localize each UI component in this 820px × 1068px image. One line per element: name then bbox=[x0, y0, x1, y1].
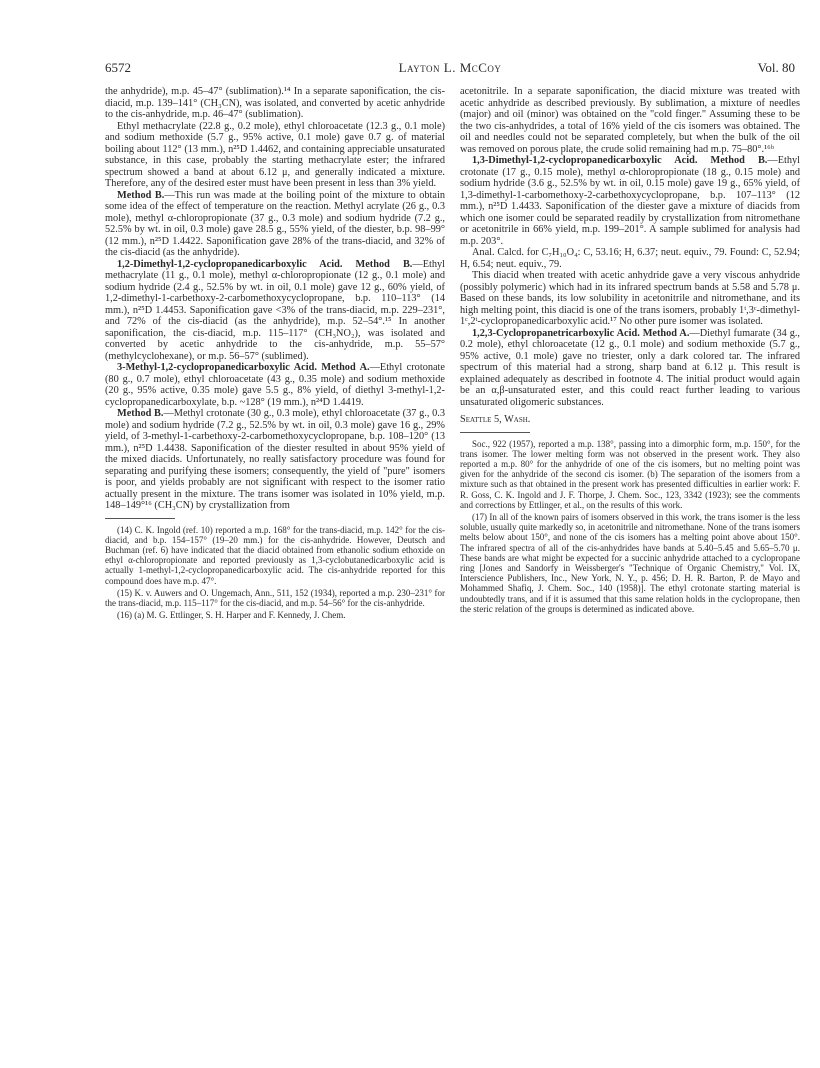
footnote: Soc., 922 (1957), reported a m.p. 138°, passing into a dimorphic form, m.p. 150°, for the trans isomer. The lower melting form was not observed in the present work. They also reported a m.p. 80° for the anhydride of one of the cis isomers, but no melting point was given for the anhydride of the second cis isomer. (b) The separation of the isomers from a mixture such as that obtained in the present work has presented difficulties in earlier work: F. R. Goss, C. K. Ingold and J. F. Thorpe, J. Chem. Soc., 123, 3342 (1923); see the comments and corrections by Ettlinger, et al., on the results of this work. bbox=[460, 438, 800, 510]
paragraph: Anal. Calcd. for C₇H₁₀O₄: C, 53.16; H, 6.37; neut. equiv., 79. Found: C, 52.94; H, 6.54; neut. equiv., 79. bbox=[460, 247, 800, 270]
footnote-rule bbox=[105, 518, 175, 519]
footnote: (16) (a) M. G. Ettlinger, S. H. Harper and F. Kennedy, J. Chem. bbox=[117, 610, 346, 621]
running-author: Layton L. McCoy bbox=[398, 60, 502, 75]
paragraph: This diacid when treated with acetic anhydride gave a very viscous anhydride (possibly polymeric) which had in its infrared spectrum bands at 5.58 and 5.78 μ. Based on these bands, its low solubility in acetonitrile and nitromethane, and its high melting point, this diacid is one of the trans isomers, probably 1ᵗ,3ᶜ-dimethyl-1ᶜ,2ᵗ-cyclopropanedicarboxylic acid.¹⁷ No other pure isomer was isolated. bbox=[460, 270, 800, 327]
footnote: (15) K. v. Auwers and O. Ungemach, Ann., 511, 152 (1934), reported a m.p. 230–231° for the trans-diacid, m.p. 115–117° for the cis-diacid, and m.p. 54–56° for the cis-anhydride. bbox=[105, 587, 445, 608]
footnote: (14) C. K. Ingold (ref. 10) reported a m.p. 168° for the trans-diacid, m.p. 142° for the cis-diacid, and b.p. 154–157° (19–20 mm.) for the cis-anhydride. However, Deutsch and Buchman (ref. 6) have indicated that the diacid obtained from ethanolic sodium ethoxide on ethyl α-chloropropionate and reported previously as 1,3-cyclobutanedicarboxylic acid is actually 1-methyl-1,2-cyclopropanedicarboxylic acid. The cis-anhydride reported for this compound does have m.p. 47°. bbox=[105, 524, 445, 586]
footnote-rule bbox=[460, 432, 530, 433]
paragraph: Ethyl methacrylate (22.8 g., 0.2 mole), ethyl chloroacetate (12.3 g., 0.1 mole) and sodium methoxide (5.7 g., 95% active, 0.1 mole) gave 0.7 g. of material boiling about 112° (13 mm.), n²⁵D 1.4462, and containing appreciable unsaturated substance, in this case, probably the starting methacrylate ester; the infrared spectrum showed a band at about 6.12 μ, and generally indicated a mixture. Therefore, any of the desired ester must have been present in less than 3% yield. bbox=[105, 120, 445, 189]
volume-label: Vol. 80 bbox=[757, 60, 795, 75]
right-column bbox=[460, 86, 800, 616]
paragraph: 1,3-Dimethyl-1,2-cyclopropanedicarboxylic Acid. Method B.—Ethyl crotonate (17 g., 0.15 mole), methyl α-chloropropionate (18 g., 0.15 mole) and sodium hydride (3.6 g., 52.5% by wt. in oil, 0.15 mole) gave 19 g., 65% yield, of 1,3-dimethyl-1-carbomethoxy-2-carbethoxycyclopropane, b.p. 107–113° (12 mm.), n²⁵D 1.4433. Saponification of the diester gave a mixture of diacids from which one isomer could be separated readily by crystallization from nitromethane or acetonitrile in 66% yield, m.p. 199–201°. A sample sublimed for analysis had m.p. 203°. bbox=[460, 155, 800, 247]
footnotes bbox=[460, 439, 800, 614]
section-heading: 1,2-Dimethyl-1,2-cyclopropanedicarboxylic Acid. Method B. bbox=[117, 258, 413, 270]
section-heading: 1,2,3-Cyclopropanetricarboxylic Acid. Method A. bbox=[472, 327, 690, 339]
section-heading: Method B. bbox=[117, 408, 164, 419]
footnotes bbox=[105, 525, 445, 621]
paragraph: 3-Methyl-1,2-cyclopropanedicarboxylic Acid. Method A.—Ethyl crotonate (80 g., 0.7 mole), ethyl chloroacetate (43 g., 0.35 mole) and sodium methoxide (20 g., 95% active, 0.35 mole) gave 5.5 g., 8% yield, of diethyl 3-methyl-1,2-cyclopropanedicarboxylate, b.p. ~128° (19 mm.), n²⁴D 1.4419. bbox=[105, 362, 445, 408]
paragraph: acetonitrile. In a separate saponification, the diacid mixture was treated with acetic anhydride as described previously. By sublimation, a mixture of needles (major) and oil (minor) was obtained on the "cold finger." Assuming these to be the two cis-anhydrides, a total of 16% yield of the cis isomers was obtained. The oil and needles could not be separated completely, but when the bulk of the oil was removed on porous plate, the crude solid remaining had m.p. 75–80°.¹⁶ᵇ bbox=[460, 86, 800, 155]
section-heading: 1,3-Dimethyl-1,2-cyclopropanedicarboxylic Acid. Method B. bbox=[472, 155, 768, 166]
left-column bbox=[105, 86, 445, 622]
paragraph: Method B.—This run was made at the boiling point of the mixture to obtain some idea of the effect of temperature on the reaction. Methyl acrylate (26 g., 0.3 mole), methyl α-chloropropionate (37 g., 0.3 mole) and sodium hydride (7.2 g., 52.5% by wt. in oil, 0.3 mole) gave 28.5 g., 55% yield, of the diester, b.p. 98–99° (12 mm.), n²⁵D 1.4422. Saponification gave 28% of the trans-diacid, and 32% of the cis-diacid (as the anhydride). bbox=[105, 189, 445, 258]
running-header bbox=[105, 60, 795, 76]
section-heading: Method B. bbox=[117, 189, 165, 201]
paragraph: Method B.—Methyl crotonate (30 g., 0.3 mole), ethyl chloroacetate (37 g., 0.3 mole) and sodium hydride (7.2 g., 52.5% by wt. in oil, 0.3 mole) gave 16 g., 29% yield, of 3-methyl-1-carbethoxy-2-carbomethoxycyclopropane, b.p. 108–120° (13 mm.), n²⁵D 1.4438. Saponification of the diester resulted in about 95% yield of the mixed diacids. Unfortunately, no really satisfactory procedure was found for separating and purifying these isomers; consequently, the yield of "pure" isomers is poor, and yields probably are not significant with respect to the isomer ratio actually present in the mixture. The trans isomer was isolated in 10% yield, m.p. 148–149°¹⁶ (CH₃CN) by crystallization from bbox=[105, 408, 445, 511]
footnote: (17) In all of the known pairs of isomers observed in this work, the trans isomer is the less soluble, usually quite markedly so, in acetonitrile and nitromethane. None of the trans isomers melts below about 150°, and none of the cis isomers has a melting point above about 150°. The infrared spectra of all of the cis-anhydrides have bands at 5.40–5.45 and 5.65–5.70 μ. These bands are what might be expected for a succinic anhydride attached to a cyclopropane ring [Jones and Sandorfy in Weissberger's "Technique of Organic Chemistry," Vol. IX, Interscience Publishers, Inc., New York, N. Y., p. 456; D. H. R. Barton, P. de Mayo and Mohammed Shafiq, J. Chem. Soc., 140 (1958)]. The ethyl crotonate starting material is undoubtedly trans, and if it is assumed that this same relation holds in the cyclopropane, then the steric relation of the groups is determined as indicated above. bbox=[460, 511, 800, 614]
page-number: 6572 bbox=[105, 60, 131, 75]
paragraph: the anhydride), m.p. 45–47° (sublimation).¹⁴ In a separate saponification, the cis-diacid, m.p. 139–141° (CH₃CN), was isolated, and converted by acetic anhydride to the cis-anhydride, m.p. 46–47° (sublimation). bbox=[105, 86, 445, 120]
paragraph: 1,2-Dimethyl-1,2-cyclopropanedicarboxylic Acid. Method B.—Ethyl methacrylate (11 g., 0.1 mole), methyl α-chloropropionate (12 g., 0.1 mole) and sodium hydride (2.4 g., 52.5% by wt. in oil, 0.1 mole) gave 12 g., 60% yield, of 1,2-dimethyl-1-carbethoxy-2-carbomethoxycyclopropane, b.p. 110–113° (14 mm.), n²⁵D 1.4453. Saponification gave <3% of the trans-diacid, m.p. 229–231°, and 72% of the cis-diacid (as the anhydride), m.p. 52–54°.¹⁵ In another saponification, the cis-diacid, m.p. 115–117° (CH₃NO₂), was isolated and converted by acetic anhydride to the cis-anhydride, m.p. 55–57° (methylcyclohexane), or m.p. 56–57° (sublimed). bbox=[105, 258, 445, 362]
paragraph: 1,2,3-Cyclopropanetricarboxylic Acid. Method A.—Diethyl fumarate (34 g., 0.2 mole), ethyl chloroacetate (12 g., 0.1 mole) and sodium methoxide (5.7 g., 95% active, 0.1 mole) gave no triester, only a dark colored tar. The infrared spectrum of this material had a strong, sharp band at 6.12 μ. This result is explained adequately as described in footnote 4. The initial product would again be an α,β-unsaturated ester, and this could react further leading to various unsaturated oligomeric substances. bbox=[460, 327, 800, 408]
author-address: Seattle 5, Wash. bbox=[460, 414, 531, 425]
section-heading: 3-Methyl-1,2-cyclopropanedicarboxylic Acid. Method A. bbox=[117, 362, 370, 373]
